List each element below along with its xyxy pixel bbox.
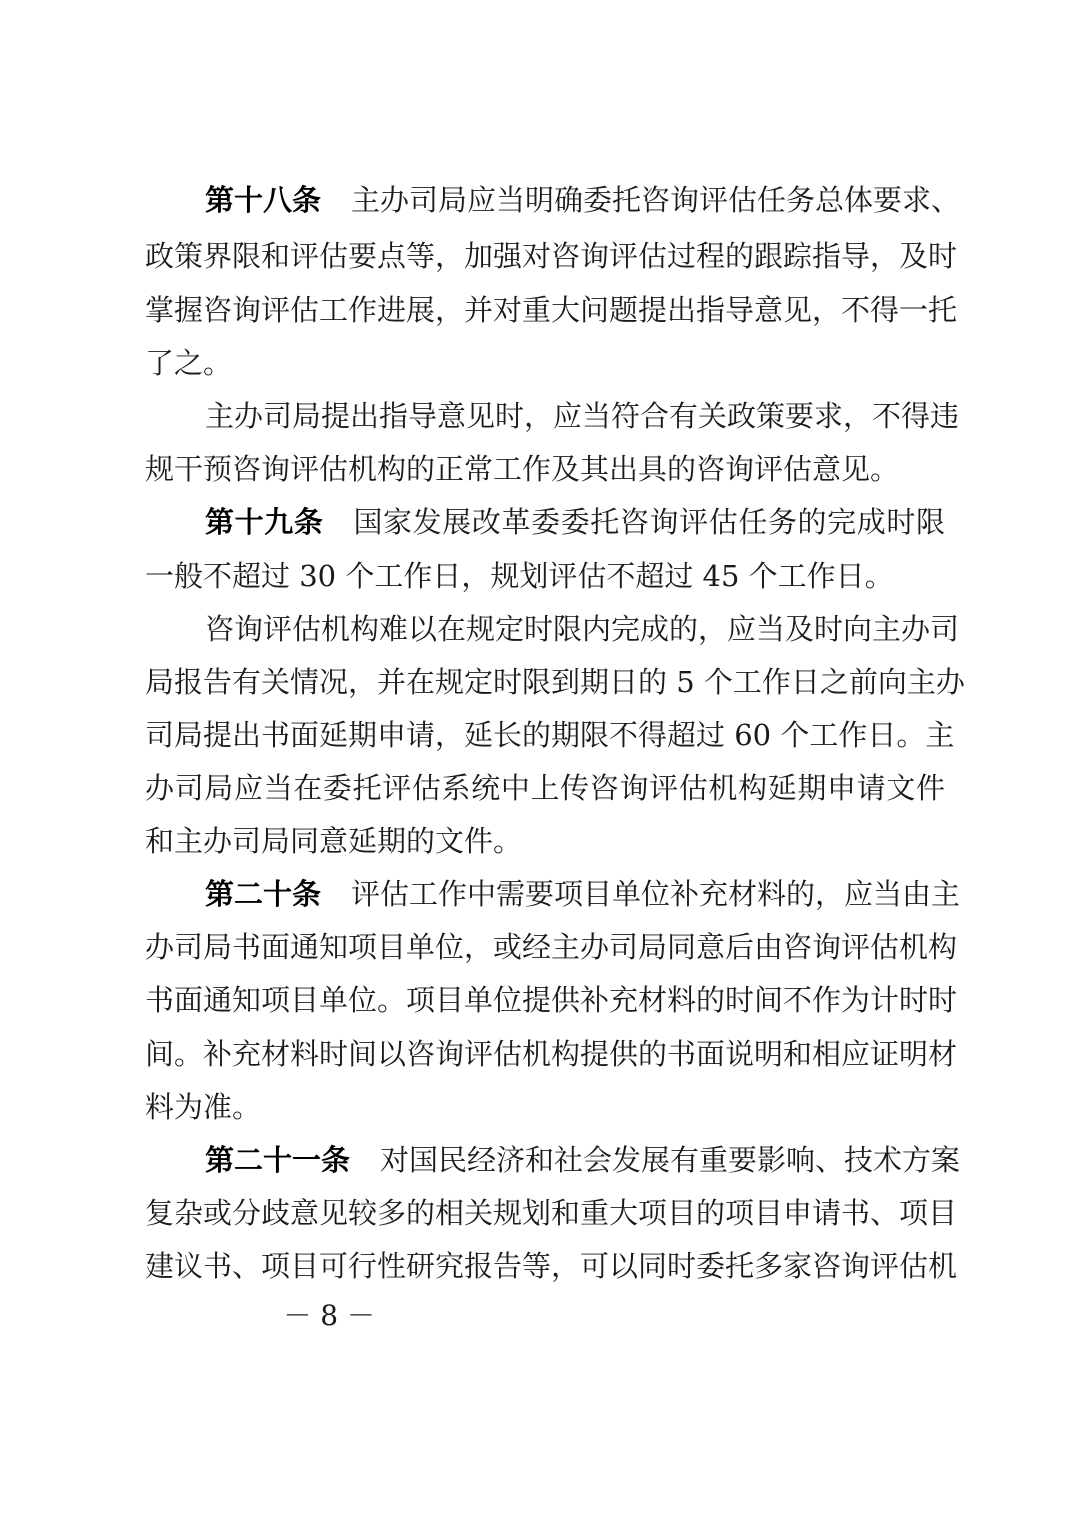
paragraph-line: 司局提出书面延期申请，延长的期限不得超过 60 个工作日。主	[145, 718, 955, 752]
paragraph-line: 一般不超过 30 个工作日，规划评估不超过 45 个工作日。	[145, 559, 894, 593]
paragraph-line: 建议书、项目可行性研究报告等，可以同时委托多家咨询评估机	[145, 1249, 958, 1283]
paragraph-line: 复杂或分歧意见较多的相关规划和重大项目的项目申请书、项目	[145, 1196, 958, 1230]
line-text: 主办司局应当明确委托咨询评估任务总体要求、	[351, 183, 961, 217]
paragraph-line: 掌握咨询评估工作进展，并对重大问题提出指导意见，不得一托	[145, 293, 958, 327]
paragraph-line	[205, 1142, 961, 1178]
paragraph-line: 间。补充材料时间以咨询评估机构提供的书面说明和相应证明材	[145, 1037, 958, 1071]
paragraph-line	[205, 182, 961, 218]
paragraph-line: 料为准。	[145, 1090, 262, 1124]
paragraph-line: 政策界限和评估要点等，加强对咨询评估过程的跟踪指导，及时	[145, 239, 958, 273]
paragraph-line: 咨询评估机构难以在规定时限内完成的，应当及时向主办司	[205, 612, 960, 646]
paragraph-line: 规干预咨询评估机构的正常工作及其出具的咨询评估意见。	[145, 452, 900, 486]
paragraph-line	[205, 876, 961, 912]
paragraph-line	[205, 504, 945, 540]
paragraph-line: 主办司局提出指导意见时，应当符合有关政策要求，不得违	[205, 399, 960, 433]
paragraph-line: 书面通知项目单位。项目单位提供补充材料的时间不作为计时时	[145, 983, 958, 1017]
article-number: 第二十条	[205, 877, 322, 911]
line-text: 评估工作中需要项目单位补充材料的，应当由主	[351, 877, 961, 911]
paragraph-line: 了之。	[145, 346, 233, 380]
article-number: 第二十一条	[205, 1143, 351, 1177]
paragraph-line: 局报告有关情况，并在规定时限到期日的 5 个工作日之前向主办	[145, 665, 965, 699]
article-number: 第十八条	[205, 183, 322, 217]
paragraph-line: 办司局书面通知项目单位，或经主办司局同意后由咨询评估机构	[145, 930, 958, 964]
line-text: 国家发展改革委委托咨询评估任务的完成时限	[353, 505, 945, 539]
line-text: 对国民经济和社会发展有重要影响、技术方案	[380, 1143, 961, 1177]
paragraph-line: 和主办司局同意延期的文件。	[145, 824, 523, 858]
page-number: － 8 －	[283, 1299, 375, 1332]
article-number: 第十九条	[205, 505, 324, 539]
paragraph-line: 办司局应当在委托评估系统中上传咨询评估机构延期申请文件	[145, 771, 945, 805]
